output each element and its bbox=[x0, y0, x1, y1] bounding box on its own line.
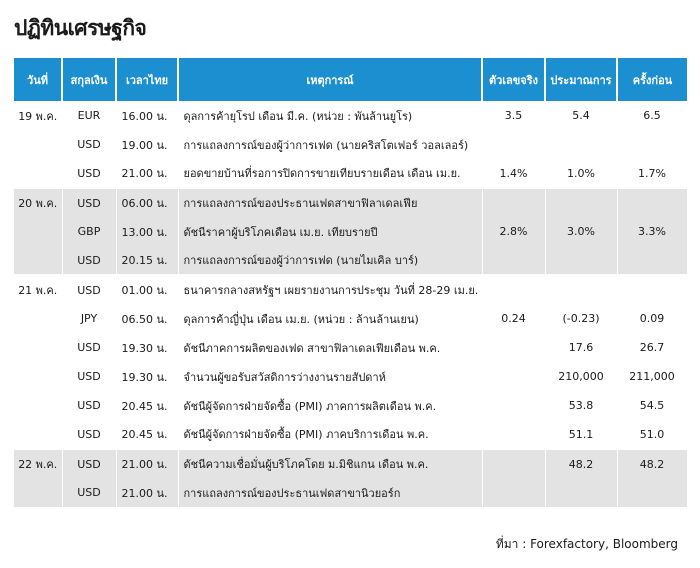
table-row bbox=[14, 275, 687, 304]
previous-cell: 54.5 bbox=[617, 391, 687, 420]
currency-cell: USD bbox=[62, 478, 116, 507]
header-forecast: ประมาณการ bbox=[545, 58, 617, 101]
event-cell: ดุลการค้ายุโรป เดือน มี.ค. (หน่วย : พันล้านยูโร) bbox=[178, 101, 482, 130]
actual-cell bbox=[482, 275, 545, 304]
currency-cell: USD bbox=[62, 275, 116, 304]
date-cell bbox=[14, 130, 62, 159]
forecast-cell: 17.6 bbox=[545, 333, 617, 362]
currency-cell: USD bbox=[62, 188, 116, 217]
header-currency: สกุลเงิน bbox=[62, 58, 116, 101]
forecast-cell: 51.1 bbox=[545, 420, 617, 449]
actual-cell bbox=[482, 391, 545, 420]
date-cell bbox=[14, 304, 62, 333]
forecast-cell: 53.8 bbox=[545, 391, 617, 420]
actual-cell: 2.8% bbox=[482, 217, 545, 246]
previous-cell bbox=[617, 246, 687, 275]
date-cell bbox=[14, 217, 62, 246]
date-cell bbox=[14, 478, 62, 507]
event-cell: ดุลการค้าญี่ปุ่น เดือน เม.ย. (หน่วย : ล้านล้านเยน) bbox=[178, 304, 482, 333]
event-cell: ดัชนีผู้จัดการฝ่ายจัดซื้อ (PMI) ภาคบริการเดือน พ.ค. bbox=[178, 420, 482, 449]
time-cell: 06.00 น. bbox=[116, 188, 178, 217]
currency-cell: USD bbox=[62, 130, 116, 159]
currency-cell: USD bbox=[62, 246, 116, 275]
event-cell: จำนวนผู้ขอรับสวัสดิการว่างงานรายสัปดาห์ bbox=[178, 362, 482, 391]
time-cell: 20.45 น. bbox=[116, 420, 178, 449]
previous-cell: 26.7 bbox=[617, 333, 687, 362]
forecast-cell: 210,000 bbox=[545, 362, 617, 391]
actual-cell bbox=[482, 246, 545, 275]
currency-cell: EUR bbox=[62, 101, 116, 130]
actual-cell bbox=[482, 333, 545, 362]
date-cell bbox=[14, 159, 62, 188]
previous-cell bbox=[617, 188, 687, 217]
currency-cell: GBP bbox=[62, 217, 116, 246]
currency-cell: JPY bbox=[62, 304, 116, 333]
forecast-cell bbox=[545, 130, 617, 159]
forecast-cell bbox=[545, 188, 617, 217]
currency-cell: USD bbox=[62, 449, 116, 478]
date-cell: 22 พ.ค. bbox=[14, 449, 62, 478]
time-cell: 21.00 น. bbox=[116, 478, 178, 507]
table-row bbox=[14, 159, 687, 188]
table-row bbox=[14, 188, 687, 217]
actual-cell bbox=[482, 188, 545, 217]
table-row bbox=[14, 304, 687, 333]
event-cell: ยอดขายบ้านที่รอการปิดการขายเทียบรายเดือน เดือน เม.ย. bbox=[178, 159, 482, 188]
actual-cell bbox=[482, 362, 545, 391]
table-row bbox=[14, 246, 687, 275]
table-row bbox=[14, 333, 687, 362]
event-cell: การแถลงการณ์ของประธานเฟดสาขานิวยอร์ก bbox=[178, 478, 482, 507]
previous-cell: 211,000 bbox=[617, 362, 687, 391]
forecast-cell: 5.4 bbox=[545, 101, 617, 130]
header-event: เหตุการณ์ bbox=[178, 58, 482, 101]
previous-cell bbox=[617, 130, 687, 159]
forecast-cell bbox=[545, 246, 617, 275]
header-actual: ตัวเลขจริง bbox=[482, 58, 545, 101]
header-time: เวลาไทย bbox=[116, 58, 178, 101]
forecast-cell bbox=[545, 275, 617, 304]
time-cell: 16.00 น. bbox=[116, 101, 178, 130]
table-row bbox=[14, 391, 687, 420]
previous-cell: 48.2 bbox=[617, 449, 687, 478]
date-cell bbox=[14, 391, 62, 420]
forecast-cell: 3.0% bbox=[545, 217, 617, 246]
date-cell bbox=[14, 246, 62, 275]
previous-cell: 1.7% bbox=[617, 159, 687, 188]
previous-cell: 51.0 bbox=[617, 420, 687, 449]
time-cell: 01.00 น. bbox=[116, 275, 178, 304]
event-cell: ดัชนีราคาผู้บริโภคเดือน เม.ย. เทียบรายปี bbox=[178, 217, 482, 246]
event-cell: การแถลงการณ์ของประธานเฟดสาขาฟิลาเดลเฟีย bbox=[178, 188, 482, 217]
time-cell: 06.50 น. bbox=[116, 304, 178, 333]
table-row bbox=[14, 478, 687, 507]
page-title: ปฏิทินเศรษฐกิจ bbox=[14, 16, 147, 40]
event-cell: ดัชนีผู้จัดการฝ่ายจัดซื้อ (PMI) ภาคการผลิตเดือน พ.ค. bbox=[178, 391, 482, 420]
time-cell: 19.30 น. bbox=[116, 362, 178, 391]
actual-cell bbox=[482, 130, 545, 159]
table-row bbox=[14, 362, 687, 391]
time-cell: 20.15 น. bbox=[116, 246, 178, 275]
previous-cell: 0.09 bbox=[617, 304, 687, 333]
economic-calendar-table bbox=[14, 58, 688, 507]
date-cell bbox=[14, 333, 62, 362]
date-cell bbox=[14, 420, 62, 449]
forecast-cell: (-0.23) bbox=[545, 304, 617, 333]
actual-cell bbox=[482, 449, 545, 478]
actual-cell: 1.4% bbox=[482, 159, 545, 188]
date-cell: 20 พ.ค. bbox=[14, 188, 62, 217]
header-date: วันที่ bbox=[14, 58, 62, 101]
forecast-cell: 48.2 bbox=[545, 449, 617, 478]
time-cell: 19.00 น. bbox=[116, 130, 178, 159]
table-row bbox=[14, 420, 687, 449]
table-row bbox=[14, 101, 687, 130]
actual-cell: 3.5 bbox=[482, 101, 545, 130]
forecast-cell: 1.0% bbox=[545, 159, 617, 188]
event-cell: ธนาคารกลางสหรัฐฯ เผยรายงานการประชุม วันที่ 28-29 เม.ย. bbox=[178, 275, 482, 304]
event-cell: การแถลงการณ์ของผู้ว่าการเฟด (นายไมเคิล บาร์) bbox=[178, 246, 482, 275]
time-cell: 20.45 น. bbox=[116, 391, 178, 420]
header-previous: ครั้งก่อน bbox=[617, 58, 687, 101]
currency-cell: USD bbox=[62, 333, 116, 362]
table-body bbox=[14, 101, 687, 507]
previous-cell: 6.5 bbox=[617, 101, 687, 130]
time-cell: 13.00 น. bbox=[116, 217, 178, 246]
date-cell bbox=[14, 362, 62, 391]
previous-cell bbox=[617, 275, 687, 304]
currency-cell: USD bbox=[62, 391, 116, 420]
table-header-row bbox=[14, 58, 687, 101]
time-cell: 21.00 น. bbox=[116, 159, 178, 188]
event-cell: การแถลงการณ์ของผู้ว่าการเฟด (นายคริสโตเฟอร์ วอลเลอร์) bbox=[178, 130, 482, 159]
previous-cell bbox=[617, 478, 687, 507]
table-row bbox=[14, 130, 687, 159]
currency-cell: USD bbox=[62, 420, 116, 449]
currency-cell: USD bbox=[62, 159, 116, 188]
table-row bbox=[14, 217, 687, 246]
event-cell: ดัชนีภาคการผลิตของเฟด สาขาฟิลาเดลเฟียเดือน พ.ค. bbox=[178, 333, 482, 362]
time-cell: 21.00 น. bbox=[116, 449, 178, 478]
event-cell: ดัชนีความเชื่อมั่นผู้บริโภคโดย ม.มิชิแกน เดือน พ.ค. bbox=[178, 449, 482, 478]
actual-cell: 0.24 bbox=[482, 304, 545, 333]
actual-cell bbox=[482, 420, 545, 449]
source-note: ที่มา : Forexfactory, Bloomberg bbox=[495, 537, 678, 551]
actual-cell bbox=[482, 478, 545, 507]
previous-cell: 3.3% bbox=[617, 217, 687, 246]
time-cell: 19.30 น. bbox=[116, 333, 178, 362]
date-cell: 19 พ.ค. bbox=[14, 101, 62, 130]
date-cell: 21 พ.ค. bbox=[14, 275, 62, 304]
currency-cell: USD bbox=[62, 362, 116, 391]
forecast-cell bbox=[545, 478, 617, 507]
table-row bbox=[14, 449, 687, 478]
